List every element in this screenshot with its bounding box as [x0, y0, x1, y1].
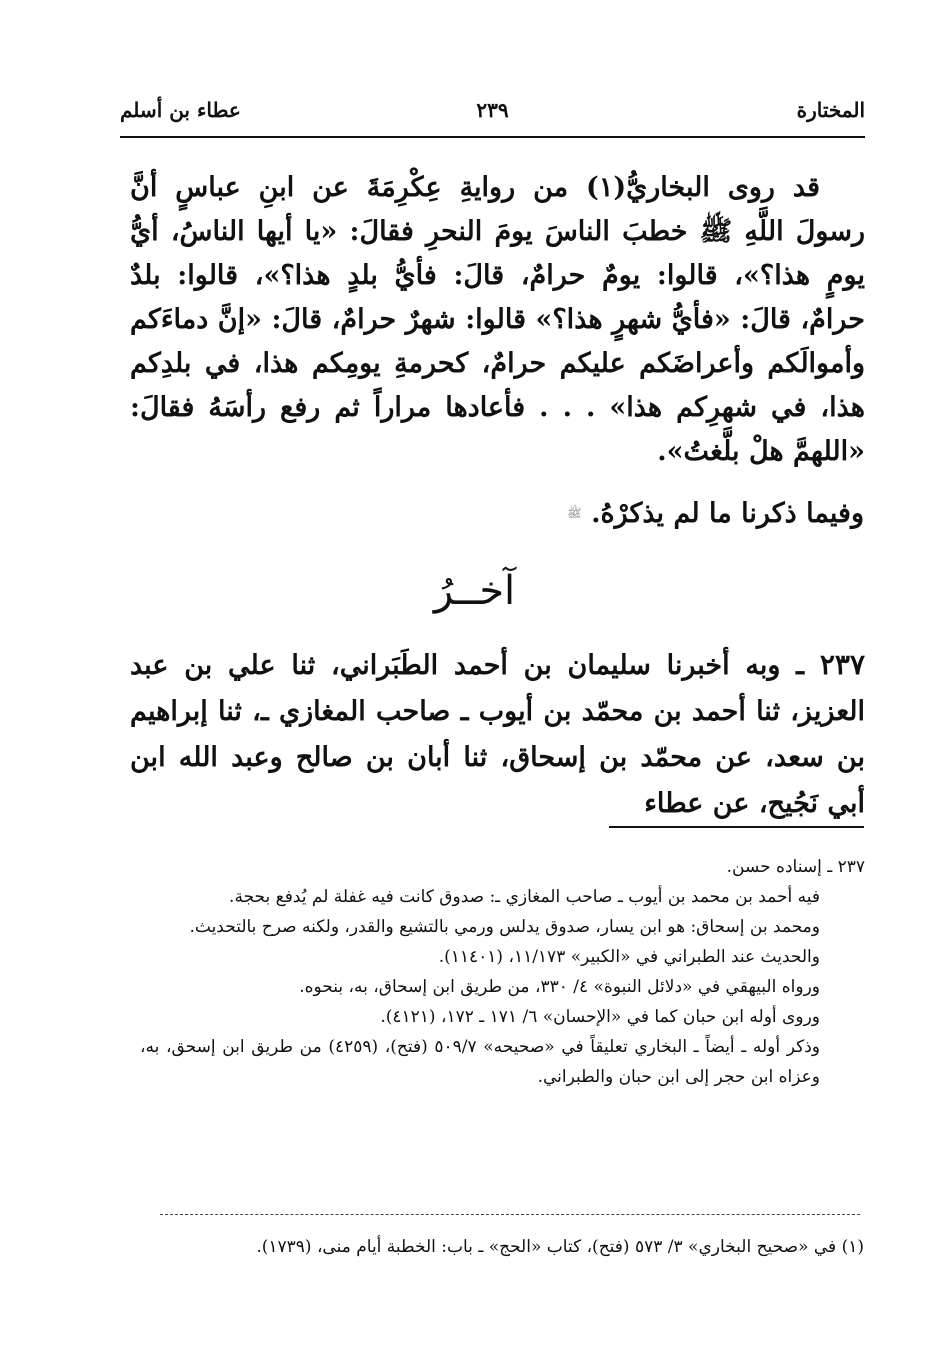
hadith-notes: [140, 852, 865, 1092]
note-line: وروى أوله ابن حبان كما في «الإحسان» ٦/ ١٧١ ـ ١٧٢، (٤١٢١).: [380, 1007, 820, 1027]
hadith-text: ـ وبه أخبرنا سليمان بن أحمد الطَبَراني، ثنا علي بن عبد العزيز، ثنا أحمد بن محمّد بن أيوب ـ صاحب المغازي ـ، ثنا إبراهيم بن سعد، عن محمّد بن إسحاق، ثنا أبان بن صالح وعبد الله ابن أبي نَجُيح، عن عطاء: [130, 650, 865, 819]
bottom-footnote: (١) في «صحيح البخاري» ٣/ ٥٧٣ (فتح)، كتاب «الحج» ـ باب: الخطبة أيام منى، (١٧٣٩).: [256, 1237, 864, 1257]
hadith-paragraph: [130, 642, 865, 827]
note-line: ورواه البيهقي في «دلائل النبوة» ٤/ ٣٣٠، من طريق ابن إسحاق، به، بنحوه.: [299, 977, 820, 997]
note-line: وذكر أوله ـ أيضاً ـ البخاري تعليقاً في «صحيحه» ٥٠٩/٧ (فتح)، (٤٢٥٩) من طريق ابن إسحق، به، وعزاه ابن حجر إلى ابن حبان والطبراني.: [140, 1037, 820, 1087]
hadith-number: ٢٣٧: [819, 648, 865, 681]
footnote-divider: [609, 826, 864, 828]
closing-text: وفيما ذكرنا ما لم يذكرْهُ.: [591, 498, 864, 529]
hadith-block: [130, 642, 865, 827]
page-number: ٢٣٩: [476, 98, 509, 122]
header-book-title: المختارة: [796, 98, 865, 122]
closing-mark: ﷺ: [567, 506, 582, 520]
closing-line: [559, 498, 864, 529]
main-paragraph: قد روى البخاريُّ(١) من روايةِ عِكْرِمَةَ عن ابنِ عباسٍ أنَّ رسولَ اللَّهِ ﷺ خطبَ الناسَ يومَ النحرِ فقالَ: «يا أيها الناسُ، أيُّ يومٍ هذا؟»، قالوا: يومٌ حرامٌ، قالَ: فأيُّ بلدٍ هذا؟»، قالوا: بلدٌ حرامٌ، قالَ: «فأيُّ شهرٍ هذا؟» قالوا: شهرٌ حرامٌ، قالَ: «إنَّ دماءَكم وأموالَكم وأعراضَكم عليكم حرامٌ، كحرمةِ يومِكم هذا، في بلدِكم هذا، في شهرِكم هذا» . . . فأعادها مراراً ثم رفع رأسَهُ فقالَ: «اللهمَّ هلْ بلَّغتُ».: [130, 172, 865, 467]
main-text-block: [130, 166, 865, 474]
footnote-dashed-divider: [160, 1214, 860, 1215]
section-title: آخــرُ: [433, 568, 516, 614]
running-header: [120, 98, 865, 132]
note-line: ومحمد بن إسحاق: هو ابن يسار، صدوق يدلس ورمي بالتشيع والقدر، ولكنه صرح بالتحديث.: [189, 917, 820, 937]
note-line: والحديث عند الطبراني في «الكبير» ١١/١٧٣، (١١٤٠١).: [438, 947, 820, 967]
header-divider: [120, 136, 865, 138]
note-line: فيه أحمد بن محمد بن أيوب ـ صاحب المغازي ـ: صدوق كانت فيه غفلة لم يُدفع بحجة.: [229, 887, 820, 907]
header-chapter-title: عطاء بن أسلم: [120, 98, 241, 122]
note-heading: ٢٣٧ ـ إسناده حسن.: [726, 857, 865, 877]
